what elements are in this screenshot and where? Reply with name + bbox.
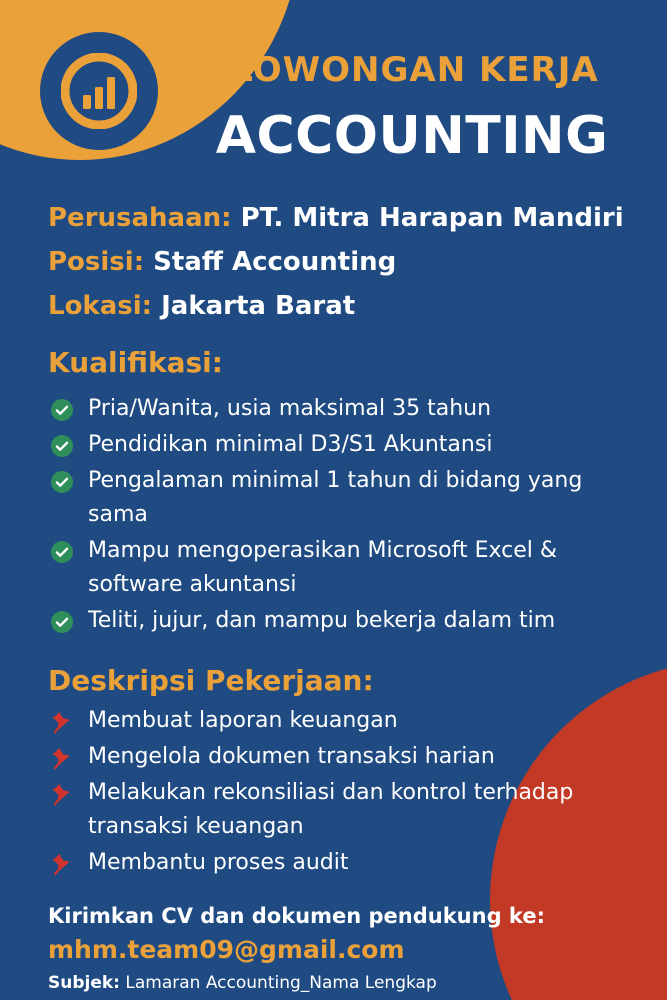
info-company xyxy=(48,196,648,240)
contact-intro: Kirimkan CV dan dokumen pendukung ke: xyxy=(48,904,545,928)
info-label: Posisi: xyxy=(48,247,145,277)
info-value: PT. Mitra Harapan Mandiri xyxy=(240,203,624,233)
list-item-text: Pendidikan minimal D3/S1 Akuntansi xyxy=(88,432,493,457)
check-circle-icon xyxy=(50,610,74,634)
list-item-text: Pengalaman minimal 1 tahun di bidang yang sama xyxy=(88,468,583,527)
qualifications-heading: Kualifikasi: xyxy=(48,346,223,379)
bar-chart-icon xyxy=(51,43,147,139)
list-item-text: Membantu proses audit xyxy=(88,850,349,875)
pushpin-icon xyxy=(50,710,74,734)
list-item-text: Mampu mengoperasikan Microsoft Excel & software akuntansi xyxy=(88,538,558,597)
contact-section xyxy=(48,900,648,998)
check-circle-icon xyxy=(50,434,74,458)
contact-email-link[interactable]: mhm.team09@gmail.com xyxy=(48,935,405,964)
job-description-heading: Deskripsi Pekerjaan: xyxy=(48,664,374,697)
list-item-text: Membuat laporan keuangan xyxy=(88,708,398,733)
job-info xyxy=(48,196,648,328)
info-value: Jakarta Barat xyxy=(161,291,356,321)
check-circle-icon xyxy=(50,540,74,564)
info-label: Lokasi: xyxy=(48,291,153,321)
pushpin-icon xyxy=(50,782,74,806)
subject-label: Subjek: xyxy=(48,973,120,993)
list-item xyxy=(48,776,608,844)
list-item-text: Melakukan rekonsiliasi dan kontrol terhadap transaksi keuangan xyxy=(88,780,574,839)
list-item xyxy=(48,704,608,738)
list-item-text: Mengelola dokumen transaksi harian xyxy=(88,744,495,769)
job-description-list xyxy=(48,704,608,882)
logo xyxy=(40,32,158,150)
list-item xyxy=(48,604,608,638)
list-item xyxy=(48,464,608,532)
list-item-text: Pria/Wanita, usia maksimal 35 tahun xyxy=(88,396,492,421)
list-item xyxy=(48,392,608,426)
bar-chart-graphic xyxy=(61,53,137,129)
info-value: Staff Accounting xyxy=(153,247,397,277)
list-item-text: Teliti, jujur, dan mampu bekerja dalam tim xyxy=(88,608,556,633)
page-title: ACCOUNTING xyxy=(215,106,609,166)
pushpin-icon xyxy=(50,746,74,770)
list-item xyxy=(48,534,608,602)
info-location xyxy=(48,284,648,328)
check-circle-icon xyxy=(50,398,74,422)
info-position xyxy=(48,240,648,284)
list-item xyxy=(48,740,608,774)
subject-value: Lamaran Accounting_Nama Lengkap xyxy=(125,973,437,993)
title-subheading: LOWONGAN KERJA xyxy=(231,50,599,90)
contact-subject xyxy=(48,968,648,998)
qualifications-list xyxy=(48,392,608,640)
info-label: Perusahaan: xyxy=(48,203,232,233)
pushpin-icon xyxy=(50,852,74,876)
list-item xyxy=(48,846,608,880)
check-circle-icon xyxy=(50,470,74,494)
list-item xyxy=(48,428,608,462)
